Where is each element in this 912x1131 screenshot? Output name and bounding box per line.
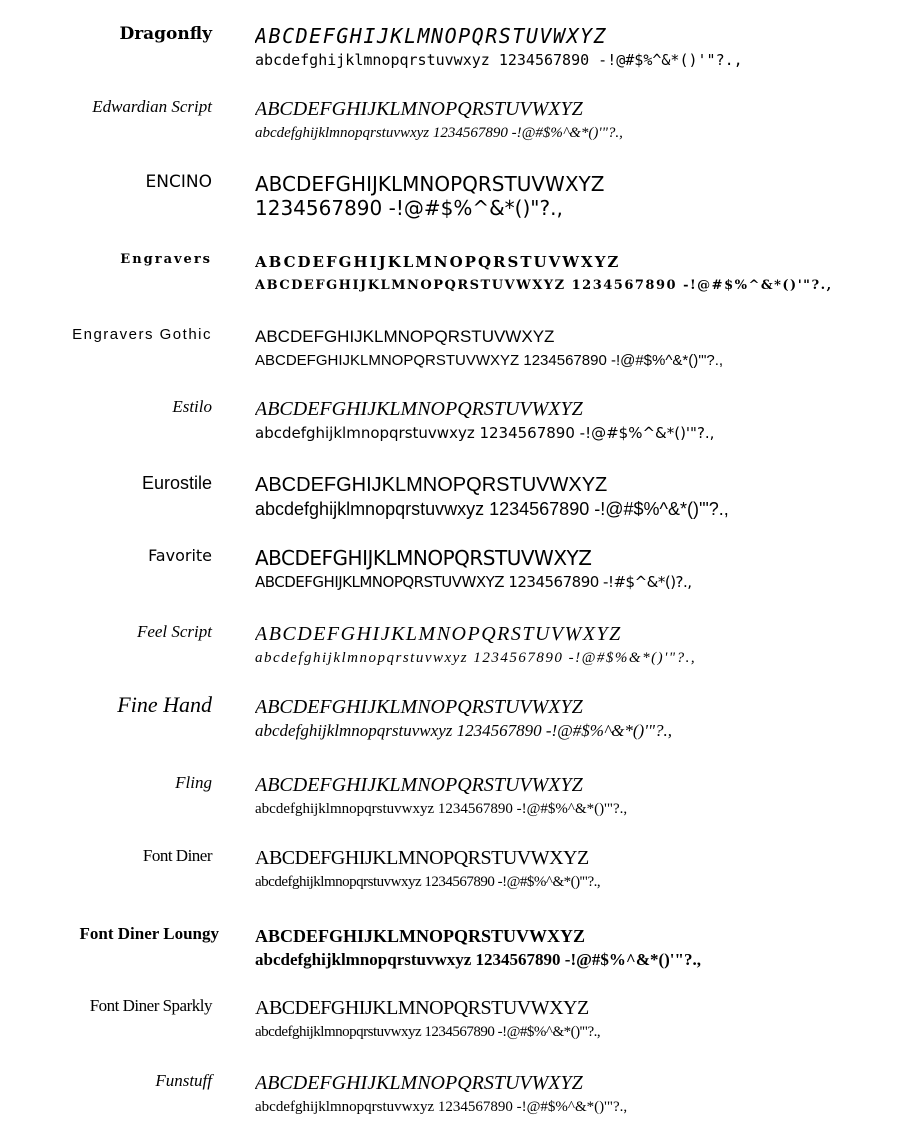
- font-row-font-diner-loungy: [0, 924, 912, 984]
- sample-lowercase-digits: abcdefghijklmnopqrstuvwxyz 1234567890 -!@#$%^&*()'"?.,: [255, 125, 623, 141]
- sample-uppercase: ABCDEFGHIJKLMNOPQRSTUVWXYZ: [255, 474, 608, 496]
- font-name: Font Diner: [142, 846, 212, 865]
- sample-uppercase: ABCDEFGHIJKLMNOPQRSTUVWXYZ: [255, 172, 605, 196]
- sample-smallcaps-digits: ABCDEFGHIJKLMNOPQRSTUVWXYZ 1234567890 -!#$^&*()?.,: [255, 573, 692, 591]
- sample-smallcaps-digits: ABCDEFGHIJKLMNOPQRSTUVWXYZ 1234567890 -!@#$%^&*()'"?.,: [255, 278, 833, 293]
- font-row-font-diner: [0, 846, 912, 906]
- font-row-dragonfly: [0, 24, 912, 84]
- font-sample: [255, 397, 905, 445]
- sample-uppercase: ABCDEFGHIJKLMNOPQRSTUVWXYZ: [255, 997, 589, 1019]
- sample-lowercase-digits: abcdefghijklmnopqrstuvwxyz 1234567890 -!@#$%^&*()'"?.,: [255, 721, 672, 740]
- font-name: Edwardian Script: [92, 97, 212, 116]
- font-name: Funstuff: [155, 1071, 212, 1090]
- font-sample: [255, 622, 905, 670]
- font-sample: [255, 773, 905, 821]
- sample-uppercase: ABCDEFGHIJKLMNOPQRSTUVWXYZ: [255, 546, 592, 570]
- font-row-fling: [0, 773, 912, 833]
- font-name: Engravers: [120, 252, 212, 267]
- sample-lowercase-digits: abcdefghijklmnopqrstuvwxyz 1234567890 -!@#$%^&*()'"?.,: [255, 499, 729, 519]
- font-name: Feel Script: [136, 622, 212, 641]
- font-row-estilo: [0, 397, 912, 457]
- sample-uppercase: ABCDEFGHIJKLMNOPQRSTUVWXYZ: [255, 398, 583, 420]
- sample-uppercase: ABCDEFGHIJKLMNOPQRSTUVWXYZ: [255, 696, 583, 718]
- font-row-edwardian-script: [0, 97, 912, 157]
- sample-lowercase-digits: abcdefghijklmnopqrstuvwxyz 1234567890 -!@#$%^&*()'"?.,: [255, 874, 601, 890]
- font-sample: [255, 250, 905, 298]
- font-name: Fine Hand: [117, 692, 212, 717]
- font-row-feel-script: [0, 622, 912, 682]
- sample-uppercase: ABCDEFGHIJKLMNOPQRSTUVWXYZ: [255, 623, 622, 645]
- font-sample: [255, 1071, 905, 1119]
- sample-lowercase-digits: abcdefghijklmnopqrstuvwxyz 1234567890 -!@#$%^&*()'"?.,: [255, 801, 628, 817]
- font-row-fine-hand: [0, 692, 912, 755]
- font-row-engravers-gothic: [0, 325, 912, 385]
- font-name: Eurostile: [141, 473, 212, 493]
- sample-uppercase: ABCDEFGHIJKLMNOPQRSTUVWXYZ: [255, 1072, 583, 1094]
- font-sample: [255, 924, 905, 972]
- sample-lowercase-digits: abcdefghijklmnopqrstuvwxyz 1234567890 -!@#$%^&*()'"?.,: [255, 950, 701, 969]
- font-name: ENCINO: [145, 172, 212, 192]
- font-row-eurostile: [0, 473, 912, 533]
- font-sample: [255, 97, 905, 145]
- sample-uppercase: ABCDEFGHIJKLMNOPQRSTUVWXYZ: [255, 24, 608, 48]
- sample-lowercase-digits: abcdefghijklmnopqrstuvwxyz 1234567890 -!@#$%^&*()'"?.,: [255, 1024, 601, 1040]
- sample-lowercase-digits: abcdefghijklmnopqrstuvwxyz 1234567890 -!@#$%^&*()'"?.,: [255, 1099, 628, 1115]
- sample-uppercase: ABCDEFGHIJKLMNOPQRSTUVWXYZ: [255, 774, 583, 796]
- font-name: Fling: [175, 773, 212, 792]
- sample-lowercase-digits: abcdefghijklmnopqrstuvwxyz 1234567890 -!@#$%^&*()'"?.,: [255, 424, 715, 442]
- font-name: Font Diner Sparkly: [89, 996, 212, 1015]
- font-name: Dragonfly: [119, 24, 212, 44]
- font-row-funstuff: [0, 1071, 912, 1131]
- font-row-font-diner-sparkly: [0, 996, 912, 1056]
- font-name: Favorite: [148, 546, 212, 565]
- sample-uppercase: ABCDEFGHIJKLMNOPQRSTUVWXYZ: [255, 253, 621, 271]
- font-sample: [255, 325, 905, 373]
- font-row-encino: [0, 172, 912, 232]
- font-sample: [255, 695, 905, 743]
- sample-lowercase-digits: abcdefghijklmnopqrstuvwxyz 1234567890 -!@#$%^&*()'"?.,: [255, 51, 743, 69]
- font-name: Estilo: [172, 397, 212, 416]
- sample-uppercase: ABCDEFGHIJKLMNOPQRSTUVWXYZ: [255, 926, 586, 946]
- font-name: Engravers Gothic: [72, 326, 212, 343]
- font-row-favorite: [0, 546, 912, 606]
- sample-uppercase: ABCDEFGHIJKLMNOPQRSTUVWXYZ: [255, 847, 589, 869]
- font-sample: [255, 546, 905, 594]
- font-row-engravers: [0, 250, 912, 310]
- font-sample: [255, 473, 905, 521]
- font-sample: [255, 172, 905, 220]
- font-sample: [255, 996, 905, 1044]
- sample-uppercase: ABCDEFGHIJKLMNOPQRSTUVWXYZ: [255, 327, 555, 346]
- font-sample: [255, 24, 905, 72]
- font-sample: [255, 846, 905, 894]
- sample-digits: 1234567890 -!@#$%^&*()"?.,: [255, 196, 563, 220]
- sample-uppercase: ABCDEFGHIJKLMNOPQRSTUVWXYZ: [255, 98, 583, 120]
- sample-lowercase-digits: abcdefghijklmnopqrstuvwxyz 1234567890 -!@#$%&*()'"?.,: [255, 650, 697, 666]
- sample-smallcaps-digits: ABCDEFGHIJKLMNOPQRSTUVWXYZ 1234567890 -!@#$%^&*()'"?.,: [255, 352, 724, 369]
- font-name: Font Diner Loungy: [79, 924, 219, 943]
